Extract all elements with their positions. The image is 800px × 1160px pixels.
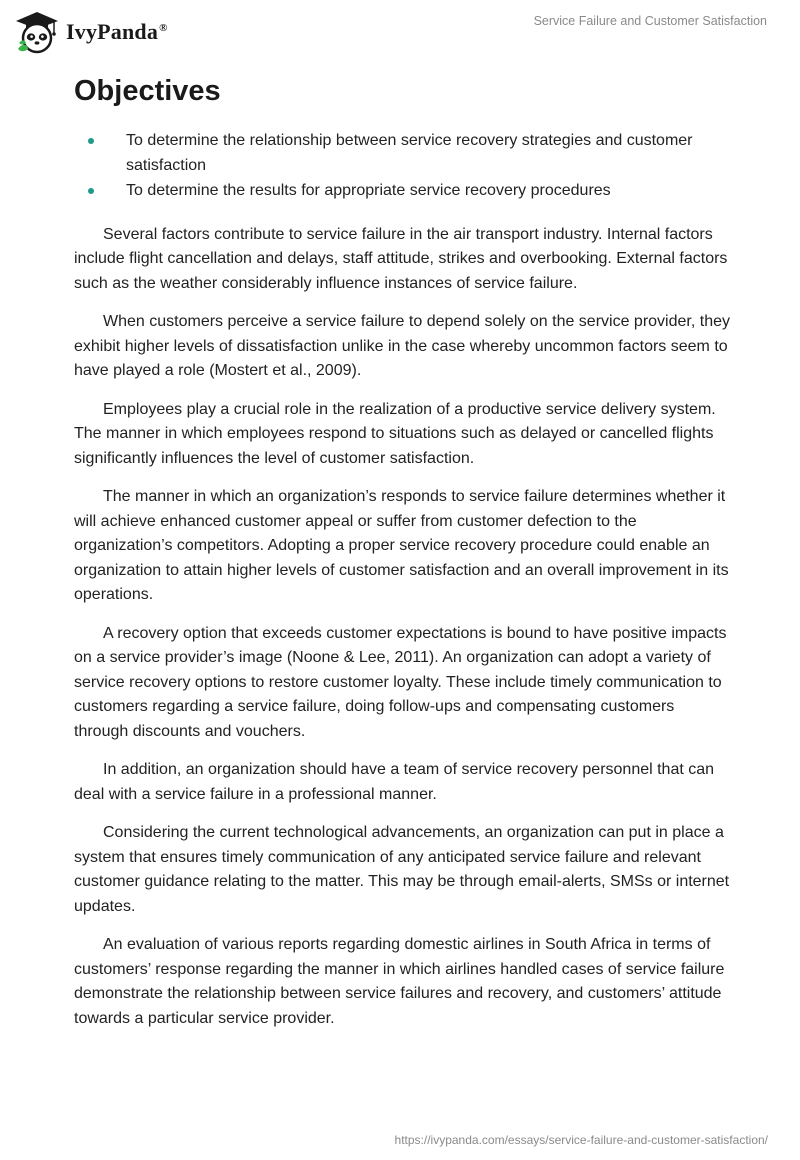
objective-item — [74, 129, 730, 178]
bullet-dot-icon — [88, 138, 94, 144]
essay-content — [74, 72, 730, 1031]
body-paragraph: Several factors contribute to service failure in the air transport industry. Internal factors include flight cancellation and delays, staff attitude, strikes and overbooking. External factors such as the weather considerably influence instances of service failure. — [74, 225, 728, 292]
objectives-list — [74, 129, 730, 204]
ivypanda-logo[interactable] — [14, 9, 168, 55]
panda-graduate-logo-icon — [14, 9, 60, 55]
body-paragraph: The manner in which an organization’s responds to service failure determines whether it will achieve enhanced customer appeal or suffer from customer defection to the organization’s competitors. Adopting a proper service recovery procedure could enable an organization to attain higher levels of customer satisfaction and an overall improvement in its operations. — [74, 488, 729, 603]
document-title: Service Failure and Customer Satisfaction — [533, 14, 767, 28]
body-paragraph: In addition, an organization should have a team of service recovery personnel that can deal with a service failure in a professional manner. — [74, 761, 715, 803]
bullet-dot-icon — [88, 188, 94, 194]
objective-text: To determine the results for appropriate service recovery procedures — [126, 182, 611, 199]
logo-wordmark — [66, 19, 168, 45]
objective-text: To determine the relationship between service recovery strategies and customer satisfaction — [126, 132, 693, 174]
registered-mark: ® — [159, 21, 168, 34]
body-paragraph: A recovery option that exceeds customer expectations is bound to have positive impacts on a service provider’s image (Noone & Lee, 2011). An organization can adopt a variety of service recovery options to restore customer loyalty. These include timely communication to customers regarding a service failure, doing follow-ups and compensating customers through discounts and vouchers. — [74, 624, 727, 740]
objective-item — [74, 179, 730, 204]
logo-text: IvyPanda — [66, 19, 159, 44]
section-heading: Objectives — [74, 75, 221, 107]
page-header — [0, 0, 800, 64]
source-url[interactable]: https://ivypanda.com/essays/service-failure-and-customer-satisfaction/ — [394, 1133, 768, 1147]
body-paragraph: An evaluation of various reports regarding domestic airlines in South Africa in terms of customers’ response regarding the manner in which airlines handled cases of service failure demonstrate the relationship between service failures and recovery, and customers’ attitude towards a particular service provider. — [74, 936, 725, 1027]
body-paragraph: Employees play a crucial role in the realization of a productive service delivery system. The manner in which employees respond to situations such as delayed or cancelled flights significantly influences the level of customer satisfaction. — [74, 400, 716, 467]
body-paragraph: When customers perceive a service failure to depend solely on the service provider, they exhibit higher levels of dissatisfaction unlike in the case whereby uncommon factors seem to have played a role (Mostert et al., 2009). — [74, 313, 730, 379]
body-paragraph: Considering the current technological advancements, an organization can put in place a system that ensures timely communication of any anticipated service failure and relevant customer guidance relating to the matter. This may be through email-alerts, SMSs or internet updates. — [74, 824, 730, 915]
